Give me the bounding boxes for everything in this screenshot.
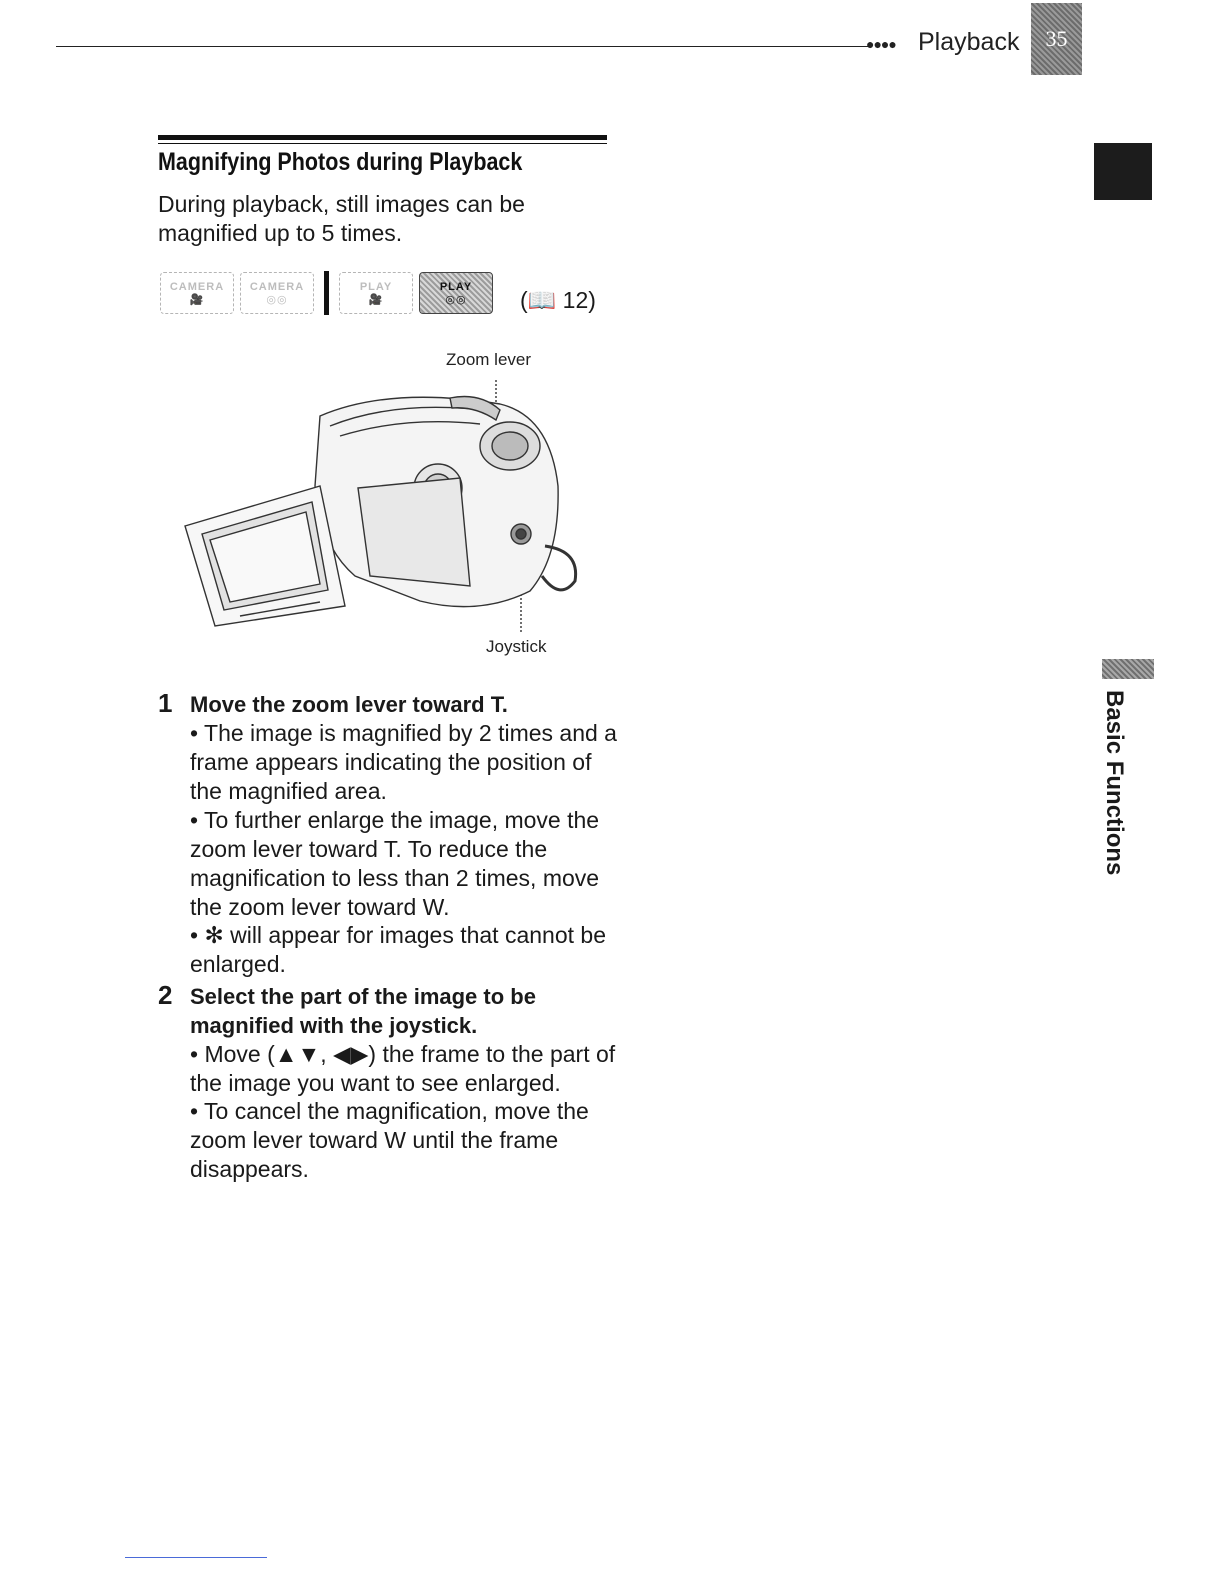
- mode-separator: [324, 271, 329, 315]
- section-intro: During playback, still images can be magnified up to 5 times.: [158, 191, 525, 246]
- mode-icon-play-movie: [339, 272, 413, 314]
- joystick-label: Joystick: [486, 637, 547, 656]
- step-title: Select the part of the image to be magnified with the joystick.: [190, 984, 536, 1038]
- section-title: Magnifying Photos during Playback: [158, 148, 523, 176]
- step-number: 1: [158, 688, 173, 718]
- step-bullet: • Move (▲▼, ◀▶) the frame to the part of the image you want to see enlarged.: [190, 1041, 616, 1096]
- mode-label: PLAY: [359, 280, 393, 293]
- zoom-lever-label: Zoom lever: [446, 350, 532, 369]
- header-dots: ●●●●: [866, 36, 896, 52]
- camcorder-illustration: [180, 376, 600, 636]
- mode-sub: ◎◎: [266, 293, 288, 306]
- page-number-tab: [1031, 3, 1082, 75]
- page-number: 35: [1045, 26, 1068, 51]
- section-rule-thick: [158, 135, 607, 140]
- step-number: 2: [158, 980, 173, 1010]
- step-title: Move the zoom lever toward T.: [190, 692, 508, 717]
- step-bullet: • To cancel the magnification, move the zoom lever toward W until the frame disappears.: [190, 1098, 589, 1182]
- header-section-title: Playback: [918, 28, 1020, 56]
- mode-icons: [160, 271, 499, 315]
- step-bullet: • The image is magnified by 2 times and a frame appears indicating the position of the magnified area.: [190, 720, 617, 804]
- mode-icon-camera-photo: [240, 272, 314, 314]
- chapter-side-label: Basic Functions: [1101, 690, 1128, 876]
- mode-label: CAMERA: [169, 280, 225, 293]
- mode-icon-play-photo-active: [419, 272, 493, 314]
- mode-icon-camera-movie: [160, 272, 234, 314]
- step-bullet: • ✻ will appear for images that cannot be enlarged.: [190, 922, 606, 977]
- mode-sub: ◎◎: [445, 293, 467, 306]
- mode-label: CAMERA: [249, 280, 305, 293]
- step-bullet: • To further enlarge the image, move the zoom lever toward T. To reduce the magnification to less than 2 times, move the zoom lever toward W.: [190, 807, 600, 920]
- mode-sub: 🎥: [368, 293, 384, 306]
- page-reference: (📖 12): [520, 287, 596, 313]
- chapter-marker-block: [1094, 143, 1152, 200]
- section-rule-thin: [158, 143, 607, 144]
- header-rule: [56, 46, 872, 47]
- mode-label: PLAY: [439, 280, 473, 293]
- mode-sub: 🎥: [189, 293, 205, 306]
- footer-rule: [125, 1557, 267, 1558]
- chapter-marker-strip: [1102, 659, 1154, 679]
